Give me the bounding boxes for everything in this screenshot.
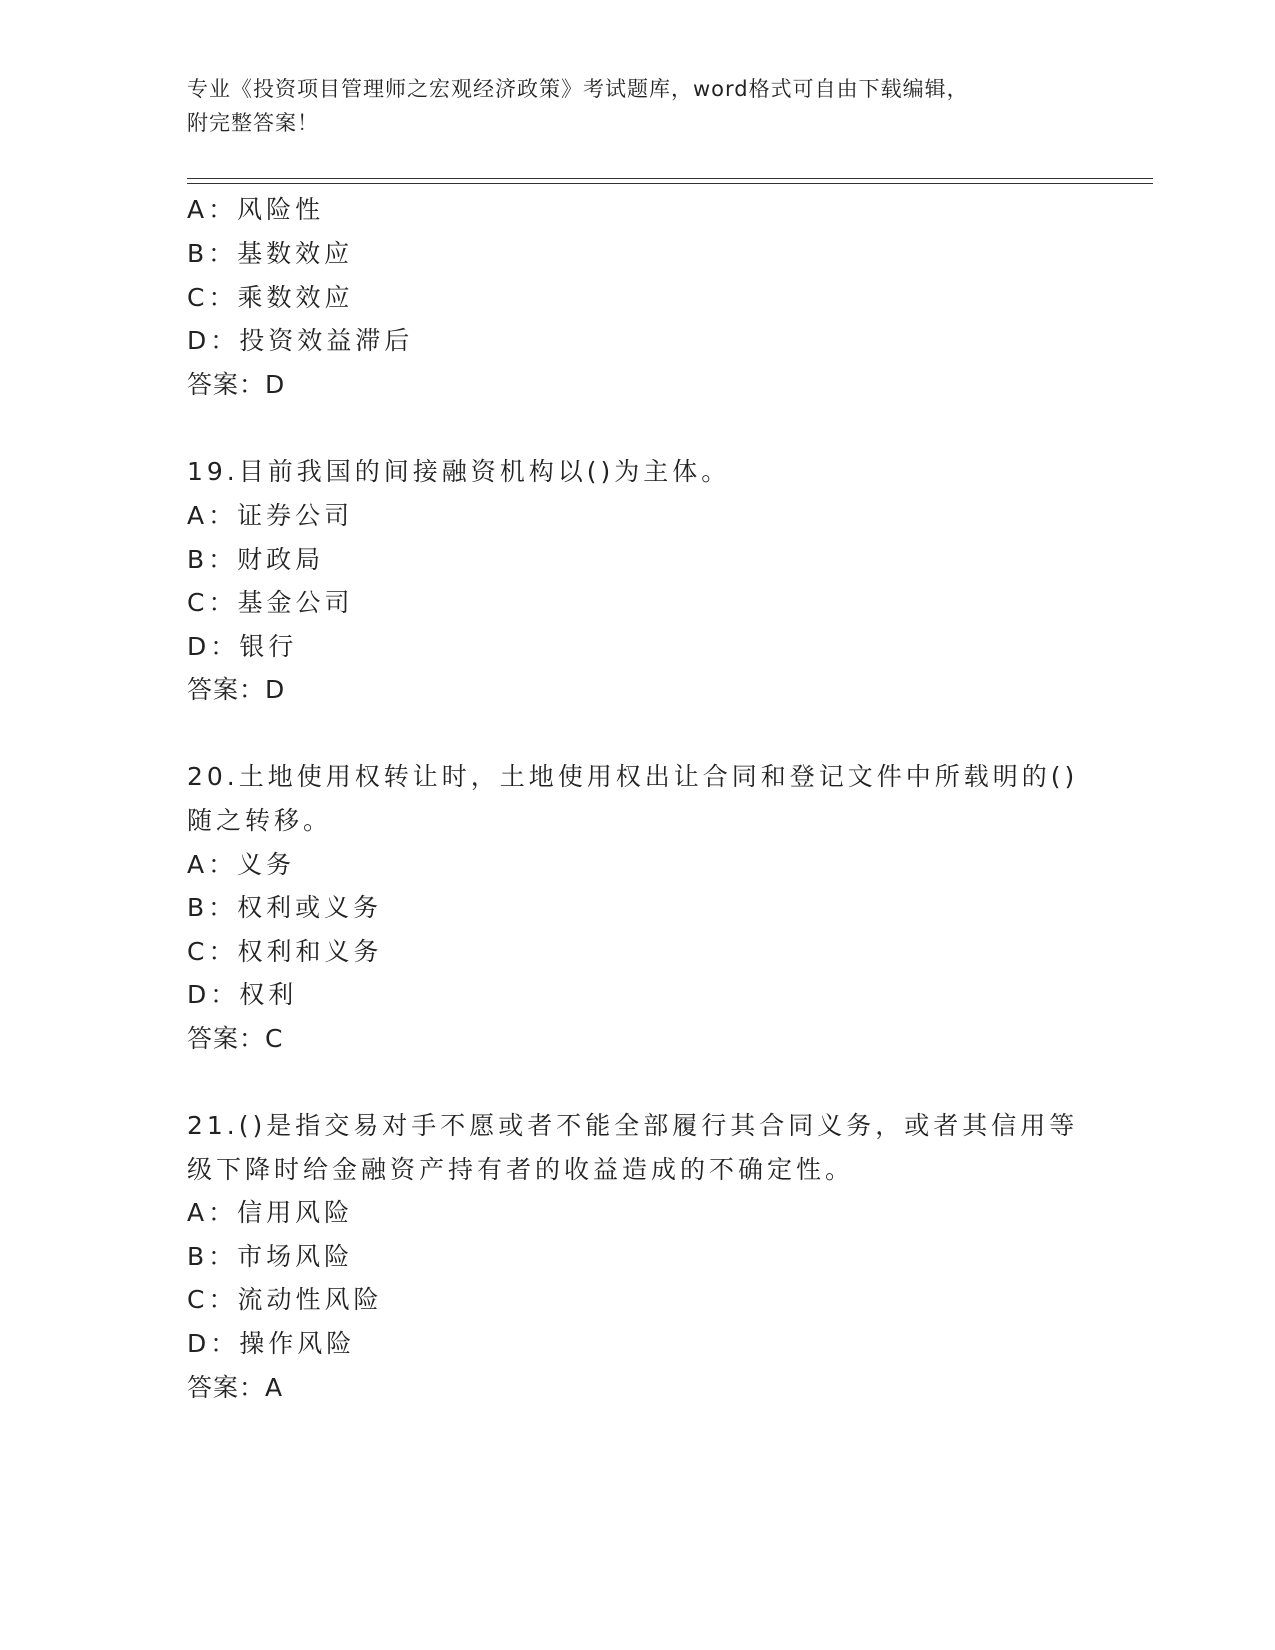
header-divider-bottom [187, 183, 1153, 184]
q20-question-line-2: 随之转移。 [187, 806, 333, 835]
q20-option-b: B：权利或义务 [187, 893, 383, 922]
q18-option-b: B：基数效应 [187, 239, 354, 268]
q20-option-c: C：权利和义务 [187, 937, 383, 966]
q20-question-line-1: 20.土地使用权转让时，土地使用权出让合同和登记文件中所载明的() [187, 762, 1079, 791]
header-divider-top [187, 178, 1153, 179]
q18-option-a: A：风险性 [187, 195, 325, 224]
q18-option-d: D：投资效益滞后 [187, 326, 414, 355]
q20-option-a: A：义务 [187, 850, 296, 879]
q19-option-c: C：基金公司 [187, 588, 354, 617]
q21-question-line-2: 级下降时给金融资产持有者的收益造成的不确定性。 [187, 1155, 855, 1184]
q21-option-a: A：信用风险 [187, 1198, 354, 1227]
q21-option-b: B：市场风险 [187, 1242, 354, 1271]
q21-question-line-1: 21.()是指交易对手不愿或者不能全部履行其合同义务，或者其信用等 [187, 1111, 1079, 1140]
q21-option-c: C：流动性风险 [187, 1285, 383, 1314]
q19-option-a: A：证券公司 [187, 501, 354, 530]
q21-answer: 答案：A [187, 1373, 284, 1402]
q18-option-c: C：乘数效应 [187, 283, 354, 312]
q19-question-line-1: 19.目前我国的间接融资机构以()为主体。 [187, 457, 731, 486]
document-header [187, 72, 1067, 140]
q20-option-d: D：权利 [187, 980, 298, 1009]
header-line-1: 专业《投资项目管理师之宏观经济政策》考试题库，word格式可自由下载编辑， [187, 77, 969, 101]
q21-option-d: D：操作风险 [187, 1329, 356, 1358]
q19-option-d: D：银行 [187, 632, 298, 661]
header-line-2: 附完整答案！ [187, 111, 319, 135]
q20-answer: 答案：C [187, 1024, 284, 1053]
q19-answer: 答案：D [187, 675, 286, 704]
q19-option-b: B：财政局 [187, 545, 325, 574]
q18-answer: 答案：D [187, 370, 286, 399]
